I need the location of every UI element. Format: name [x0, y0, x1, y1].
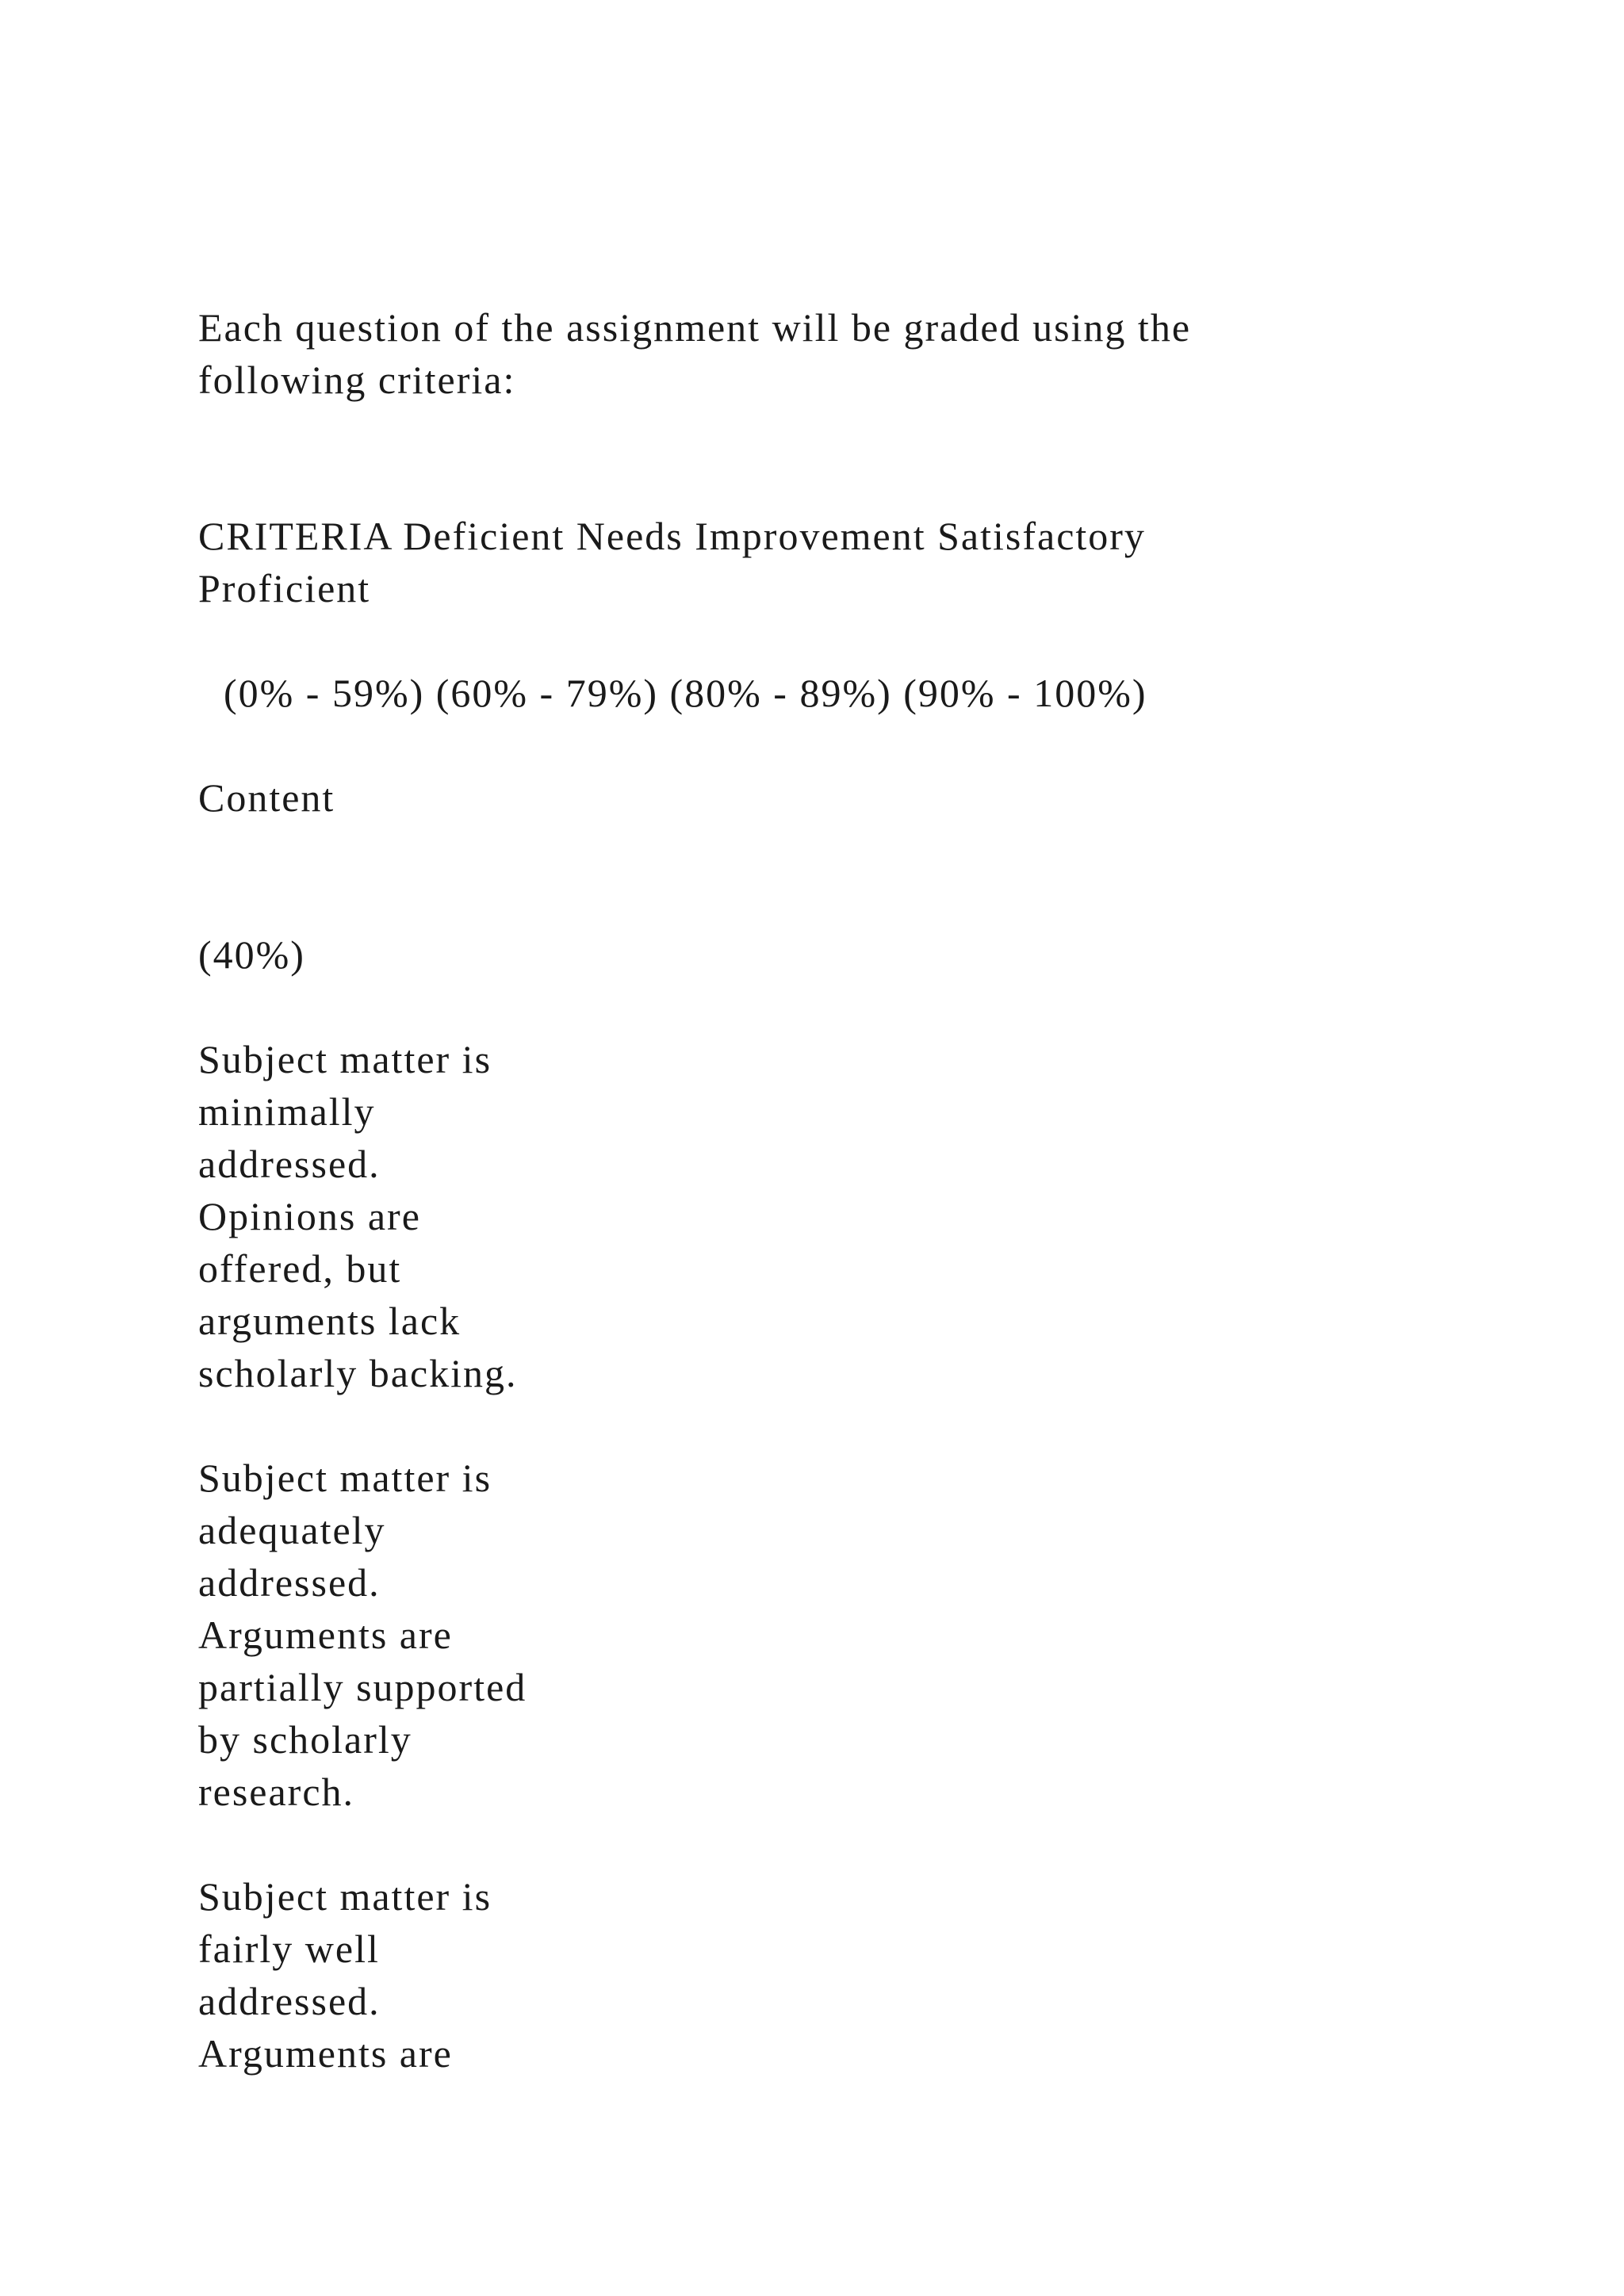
needs-improvement-line-7: research.	[198, 1770, 355, 1814]
content-weight: (40%)	[198, 932, 305, 977]
criteria-header-line-1: CRITERIA Deficient Needs Improvement Satisfactory	[198, 514, 1146, 558]
satisfactory-line-4: Arguments are	[198, 2031, 453, 2076]
needs-improvement-line-5: partially supported	[198, 1665, 527, 1709]
grade-ranges: (0% - 59%) (60% - 79%) (80% - 89%) (90% - 100%)	[224, 671, 1147, 715]
needs-improvement-line-2: adequately	[198, 1508, 386, 1552]
deficient-line-4: Opinions are	[198, 1194, 421, 1238]
satisfactory-line-1: Subject matter is	[198, 1874, 492, 1919]
deficient-line-1: Subject matter is	[198, 1037, 492, 1081]
needs-improvement-line-6: by scholarly	[198, 1717, 412, 1762]
intro-line-1: Each question of the assignment will be graded using the	[198, 305, 1192, 350]
deficient-line-2: minimally	[198, 1089, 376, 1134]
content-label: Content	[198, 775, 335, 820]
criteria-header-line-2: Proficient	[198, 566, 371, 610]
satisfactory-line-3: addressed.	[198, 1979, 381, 2023]
deficient-line-7: scholarly backing.	[198, 1351, 518, 1395]
deficient-line-6: arguments lack	[198, 1299, 462, 1343]
needs-improvement-line-1: Subject matter is	[198, 1456, 492, 1500]
satisfactory-line-2: fairly well	[198, 1927, 380, 1971]
needs-improvement-line-4: Arguments are	[198, 1613, 453, 1657]
deficient-line-3: addressed.	[198, 1142, 381, 1186]
needs-improvement-line-3: addressed.	[198, 1560, 381, 1605]
deficient-line-5: offered, but	[198, 1246, 402, 1291]
intro-line-2: following criteria:	[198, 358, 516, 402]
